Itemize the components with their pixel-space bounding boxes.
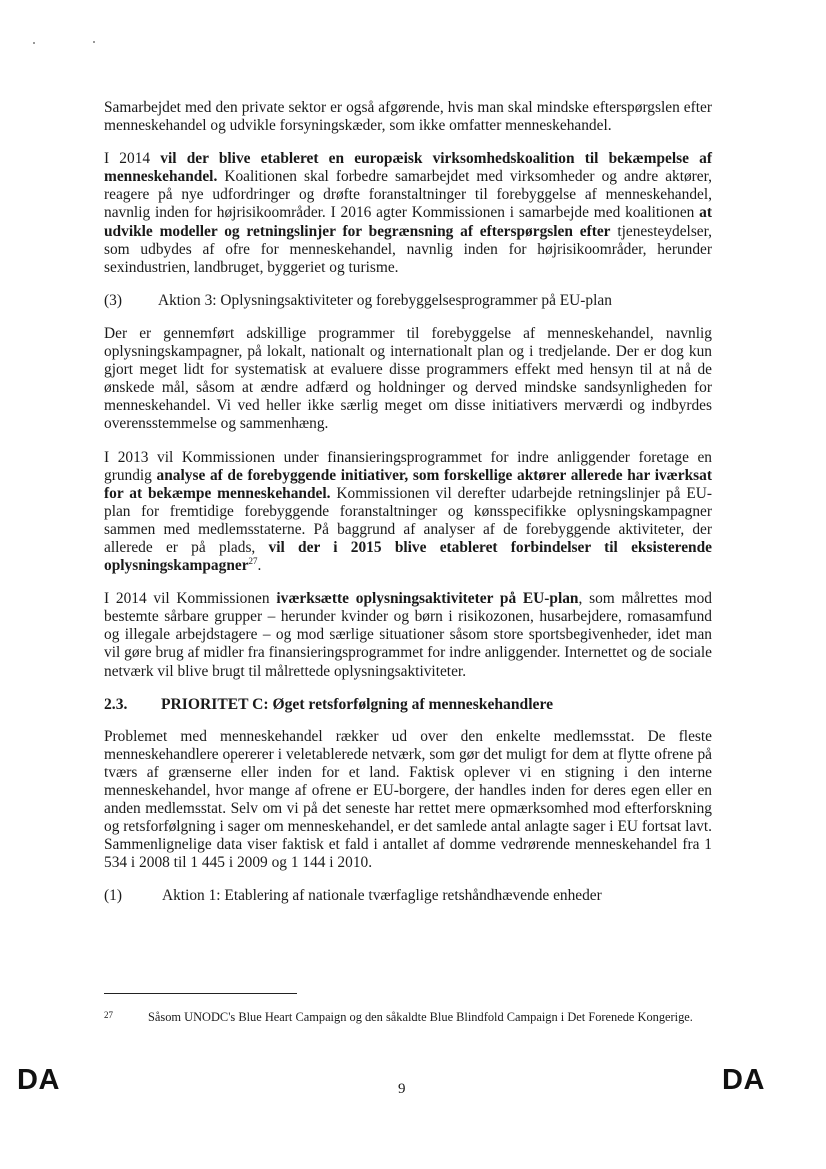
- footnote-text: Såsom UNODC's Blue Heart Campaign og den såkaldte Blue Blindfold Campaign i Det Forenede Kongerige.: [148, 1010, 693, 1024]
- action-title: Aktion 1: Etablering af nationale tværfaglige retshåndhævende enheder: [162, 887, 602, 905]
- footnote-reference[interactable]: 27: [248, 556, 258, 567]
- language-code-right: DA: [722, 1064, 765, 1096]
- action-title: Aktion 3: Oplysningsaktiviteter og forebyggelsesprogrammer på EU-plan: [158, 291, 612, 309]
- paragraph-private-sector: Samarbejdet med den private sektor er også afgørende, hvis man skal mindske efterspørgslen efter menneskehandel og udvikle forsyningskæder, som ikke omfatter menneskehandel.: [104, 99, 712, 135]
- paragraph-awareness-2014: I 2014 vil Kommissionen iværksætte oplysningsaktiviteter på EU-plan, som målrettes mod bestemte sårbare grupper – herunder kvinder og børn i risikozonen, husarbejdere, romasamfund og illegale arbejdstagere – og mod særlige situationer såsom store sportsbegivenheder, idet man vil gøre brug af midler fra finansieringsprogrammet for indre anliggender. Internettet og de sociale netværk vil blive brugt til målrettede oplysningsaktiviteter.: [104, 590, 712, 680]
- action-number: (3): [104, 291, 122, 309]
- action-number: (1): [104, 887, 122, 905]
- page-number: 9: [398, 1081, 406, 1097]
- section-title: PRIORITET C: Øget retsforfølgning af menneskehandlere: [161, 695, 554, 713]
- section-heading: [104, 696, 712, 714]
- scan-speck: [93, 41, 95, 43]
- footnote-divider: [104, 993, 297, 994]
- section-number: 2.3.: [104, 695, 128, 713]
- paragraph-business-coalition: I 2014 vil der blive etableret en europæisk virksomhedskoalition til bekæmpelse af menneskehandel. Koalitionen skal forbedre samarbejdet med virksomheder og andre aktører, reagere på nye udfordringer og drøfte foranstaltninger til forebyggelse af menneskehandel, navnlig inden for højrisikoområder. I 2016 agter Kommissionen i samarbejde med koalitionen at udvikle modeller og retningslinjer for begrænsning af efterspørgslen efter tjenesteydelser, som udbydes af ofre for menneskehandel, navnlig inden for højrisikoområder, herunder sexindustrien, landbruget, byggeriet og turisme.: [104, 150, 712, 276]
- action-3-heading: [104, 292, 712, 310]
- scan-speck: [33, 42, 35, 44]
- language-code-left: DA: [17, 1064, 60, 1096]
- paragraph-prosecution: Problemet med menneskehandel rækker ud over den enkelte medlemsstat. De fleste menneskehandlere opererer i veletablerede netværk, som gør det muligt for dem at flytte ofrene på tværs af grænserne eller inden for et land. Faktisk oplever vi en stigning i den interne menneskehandel, hvor mange af ofrene er EU-borgere, der handles inden for deres egen eller en anden medlemsstat. Selv om vi på det seneste har rettet mere opmærksomhed mod efterforskning og retsforfølgning i sager om menneskehandel, er det samlede antal anlagte sager i EU fortsat lavt. Sammenlignelige data viser faktisk et fald i antallet af domme vedrørende menneskehandel fra 1 534 i 2008 til 1 445 i 2009 og 1 144 i 2010.: [104, 727, 712, 872]
- footnote: [104, 1009, 712, 1025]
- paragraph-analysis-2013: I 2013 vil Kommissionen under finansieringsprogrammet for indre anliggender foretage en grundig analyse af de forebyggende initiativer, som forskellige aktører allerede har iværksat for at bekæmpe menneskehandel. Kommissionen vil derefter udarbejde retningslinjer på EU-plan for fremtidige forebyggende foranstaltninger og kønsspecifikke oplysningskampagner sammen med medlemsstaterne. På baggrund af analyser af de forebyggende aktiviteter, der allerede er på plads, vil der i 2015 blive etableret forbindelser til eksisterende oplysningskampagner$^{27}$.: [104, 448, 713, 575]
- footnote-number: 27: [104, 1010, 113, 1020]
- paragraph-prevention-programmes: Der er gennemført adskillige programmer til forebyggelse af menneskehandel, navnlig oplysningskampagner, på lokalt, nationalt og internationalt plan og i tredjelande. Der er dog kun gjort meget lidt for systematisk at evaluere disse programmers effekt med hensyn til at nå de ønskede mål, såsom at ændre adfærd og holdninger og derved mindske sandsynligheden for menneskehandel. Vi ved heller ikke særlig meget om disse initiativers merværdi og indbyrdes overensstemmelse og sammenhæng.: [104, 324, 712, 433]
- body-text: [104, 99, 712, 921]
- action-1-heading: [104, 887, 712, 905]
